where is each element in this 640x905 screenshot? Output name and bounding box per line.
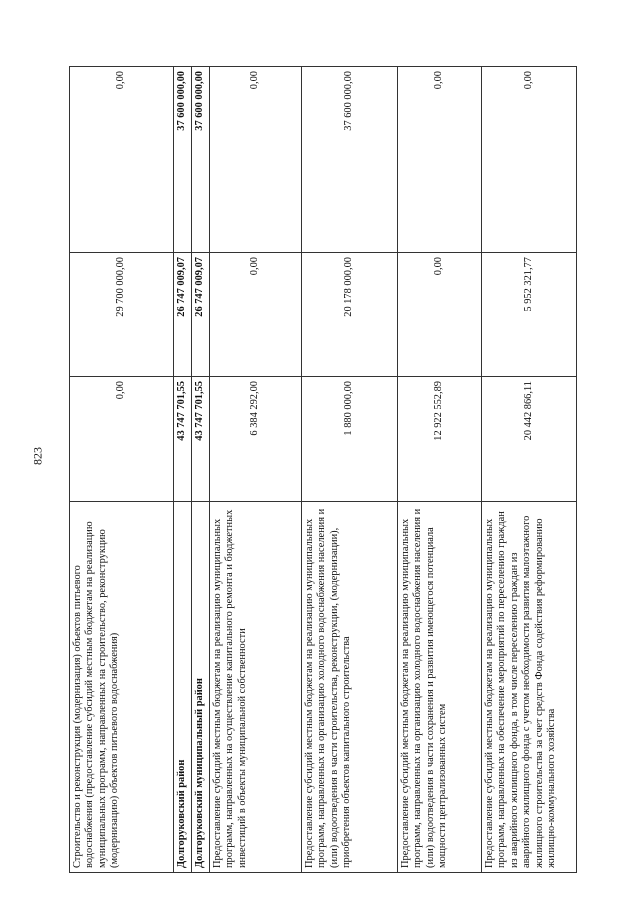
row-value-1: 1 880 000,00 — [302, 377, 398, 502]
row-description: Долгоруковский муниципальный район — [192, 502, 210, 873]
row-description: Предоставление субсидий местным бюджетам на реализацию муниципальных программ, направленных на обеспечение мероприятий по переселению граждан из аварийного жилищного фонда, в том числе переселению граждан из аварийного жилищного фонда с учетом необходимости развития малоэтажного жилищного строительства за счет средств Фонда содействия реформированию жилищно-коммунального хозяйства — [482, 502, 577, 873]
table-row — [398, 67, 482, 873]
table-row — [482, 67, 577, 873]
row-value-1: 43 747 701,55 — [192, 377, 210, 502]
table-row-municipal-total — [192, 67, 210, 873]
row-value-3: 37 600 000,00 — [302, 67, 398, 253]
table-row-district-total — [174, 67, 192, 873]
row-value-2: 5 952 321,77 — [482, 253, 577, 377]
table-row — [210, 67, 302, 873]
row-value-3: 0,00 — [482, 67, 577, 253]
row-value-1: 0,00 — [70, 377, 174, 502]
rotated-table-wrapper — [69, 67, 576, 873]
row-value-2: 26 747 009,07 — [174, 253, 192, 377]
row-value-1: 43 747 701,55 — [174, 377, 192, 502]
row-value-3: 0,00 — [70, 67, 174, 253]
row-value-1: 6 384 292,00 — [210, 377, 302, 502]
row-description: Строительство и реконструкция (модернизация) объектов питьевого водоснабжения (предоставление субсидий местным бюджетам на реализацию муниципальных программ, направленных на строительство, реконструкцию (модернизацию) объектов питьевого водоснабжения) — [70, 502, 174, 873]
row-value-2: 0,00 — [210, 253, 302, 377]
row-value-2: 26 747 009,07 — [192, 253, 210, 377]
budget-table — [69, 66, 577, 873]
row-value-3: 0,00 — [398, 67, 482, 253]
row-description: Предоставление субсидий местным бюджетам на реализацию муниципальных программ, направленных на осуществление капитального ремонта и бюджетных инвестиций в объекты муниципальной собственности — [210, 502, 302, 873]
row-value-2: 20 178 000,00 — [302, 253, 398, 377]
row-description: Предоставление субсидий местным бюджетам на реализацию муниципальных программ, направленных на организацию холодного водоснабжения населения и (или) водоотведения в части сохранения и развития имеющегося потенциала мощности централизованных систем — [398, 502, 482, 873]
row-value-2: 29 700 000,00 — [70, 253, 174, 377]
row-description: Долгоруковский район — [174, 502, 192, 873]
row-value-1: 20 442 866,11 — [482, 377, 577, 502]
table-row — [302, 67, 398, 873]
page-number: 823 — [30, 447, 45, 465]
row-value-2: 0,00 — [398, 253, 482, 377]
row-value-3: 37 600 000,00 — [192, 67, 210, 253]
row-value-1: 12 922 552,89 — [398, 377, 482, 502]
row-value-3: 37 600 000,00 — [174, 67, 192, 253]
row-value-3: 0,00 — [210, 67, 302, 253]
table-row — [70, 67, 174, 873]
row-description: Предоставление субсидий местным бюджетам на реализацию муниципальных программ, направленных на организацию холодного водоснабжения населения и (или) водоотведения в части строительства, реконструкции, (модернизации), приобретения объектов капитального строительства — [302, 502, 398, 873]
